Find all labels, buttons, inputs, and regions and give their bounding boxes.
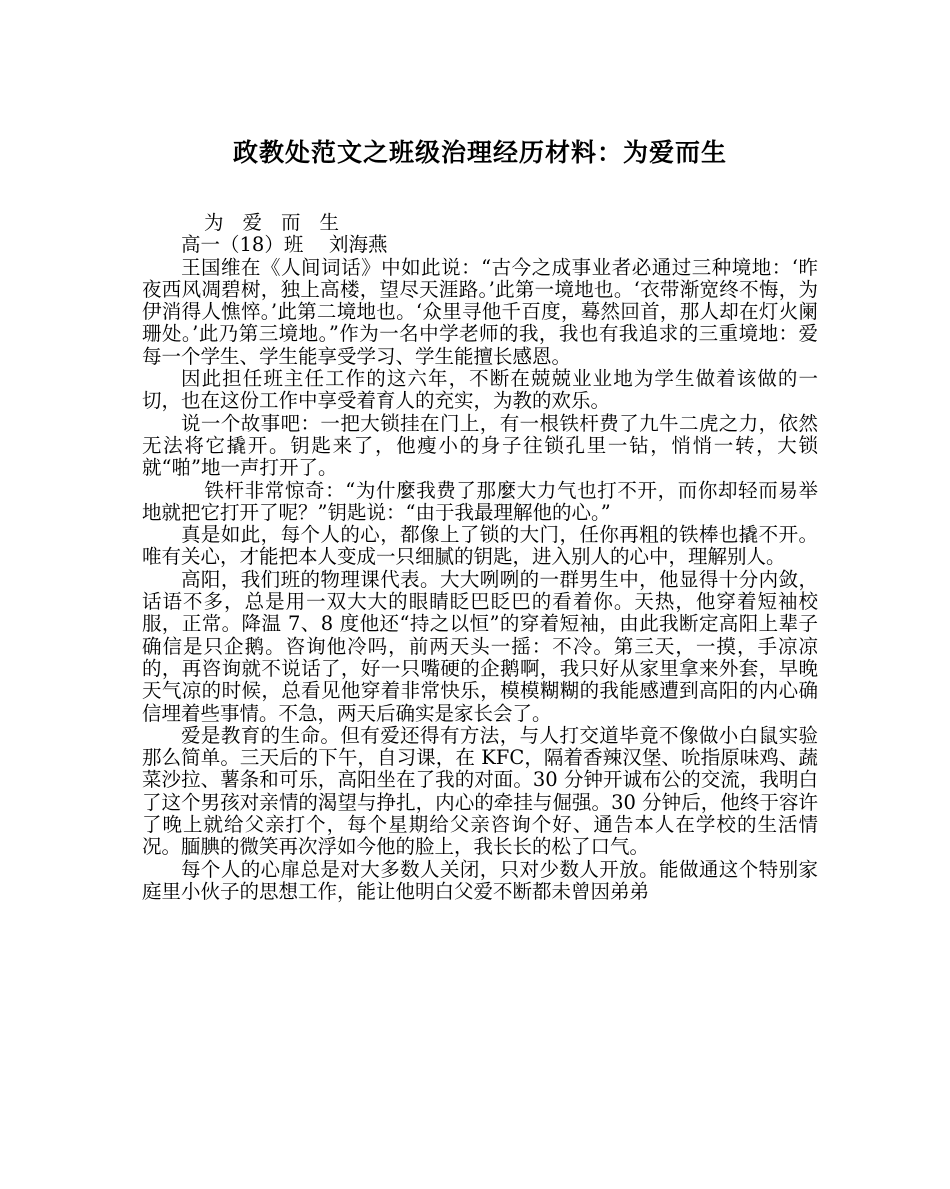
sub-heading: 为爱而生 [204, 211, 359, 234]
document-title: 政教处范文之班级治理经历材料：为爱而生 [232, 138, 727, 167]
paragraph-8: 每个人的心扉总是对大多数人关闭，只对少数人开放。能做通这个特别家庭里小伙子的思想工作，能让他明白父爱不断都未曾因弟弟 [142, 857, 818, 903]
paragraph-1: 王国维在《人间词话》中如此说：“古今之成事业者必通过三种境地：‘昨夜西风凋碧树，独上高楼，望尽天涯路。’此第一境地也。‘衣带渐宽终不悔，为伊消得人憔悴。’此第二境地也。‘众里寻他千百度，蓦然回首，那人却在灯火阑珊处。’此乃第三境地。”作为一名中学老师的我，我也有我追求的三重境地：爱每一个学生、学生能享受学习、学生能擅长感恩。 [142, 255, 818, 368]
document-body [142, 212, 818, 903]
paragraph-2: 因此担任班主任工作的这六年，不断在兢兢业业地为学生做着该做的一切，也在这份工作中享受着育人的充实，为教的欢乐。 [142, 367, 818, 413]
paragraph-7: 爱是教育的生命。但有爱还得有方法，与人打交道毕竟不像做小白鼠实验那么简单。三天后的下午，自习课，在 KFC，隔着香辣汉堡、吮指原味鸡、蔬菜沙拉、薯条和可乐，高阳坐在了我的对面。30 分钟开诚布公的交流，我明白了这个男孩对亲情的渴望与挣扎，内心的牵挂与倔强。30 分钟后，他终于容许了晚上就给父亲打个，每个星期给父亲咨询个好、通告本人在学校的生活情况。腼腆的微笑再次浮如今他的脸上，我长长的松了口气。 [142, 723, 818, 859]
byline: 高一（18）班 刘海燕 [181, 233, 388, 257]
paragraph-6: 高阳，我们班的物理课代表。大大咧咧的一群男生中，他显得十分内敛，话语不多，总是用一双大大的眼睛眨巴眨巴的看着你。天热，他穿着短袖校服，正常。降温 7、8 度他还“持之以恒”的穿着短袖，由此我断定高阳上辈子确信是只企鹅。咨询他冷吗，前两天头一摇：不冷。第三天，一摸，手凉凉的，再咨询就不说话了，好一只嘴硬的企鹅啊，我只好从家里拿来外套，早晚天气凉的时候，总看见他穿着非常快乐，模模糊糊的我能感遭到高阳的内心确信埋着些事情。不急，两天后确实是家长会了。 [142, 567, 818, 725]
paragraph-5: 真是如此，每个人的心，都像上了锁的大门，任你再粗的铁棒也撬不开。唯有关心，才能把本人变成一只细腻的钥匙，进入别人的心中，理解别人。 [142, 523, 818, 569]
paragraph-3: 说一个故事吧：一把大锁挂在门上，有一根铁杆费了九牛二虎之力，依然无法将它撬开。钥匙来了，他瘦小的身子往锁孔里一钻，悄悄一转，大锁就“啪”地一声打开了。 [142, 411, 818, 480]
paragraph-4: 铁杆非常惊奇：“为什麼我费了那麼大力气也打不开，而你却轻而易举地就把它打开了呢？”钥匙说：“由于我最理解他的心。” [142, 478, 818, 524]
